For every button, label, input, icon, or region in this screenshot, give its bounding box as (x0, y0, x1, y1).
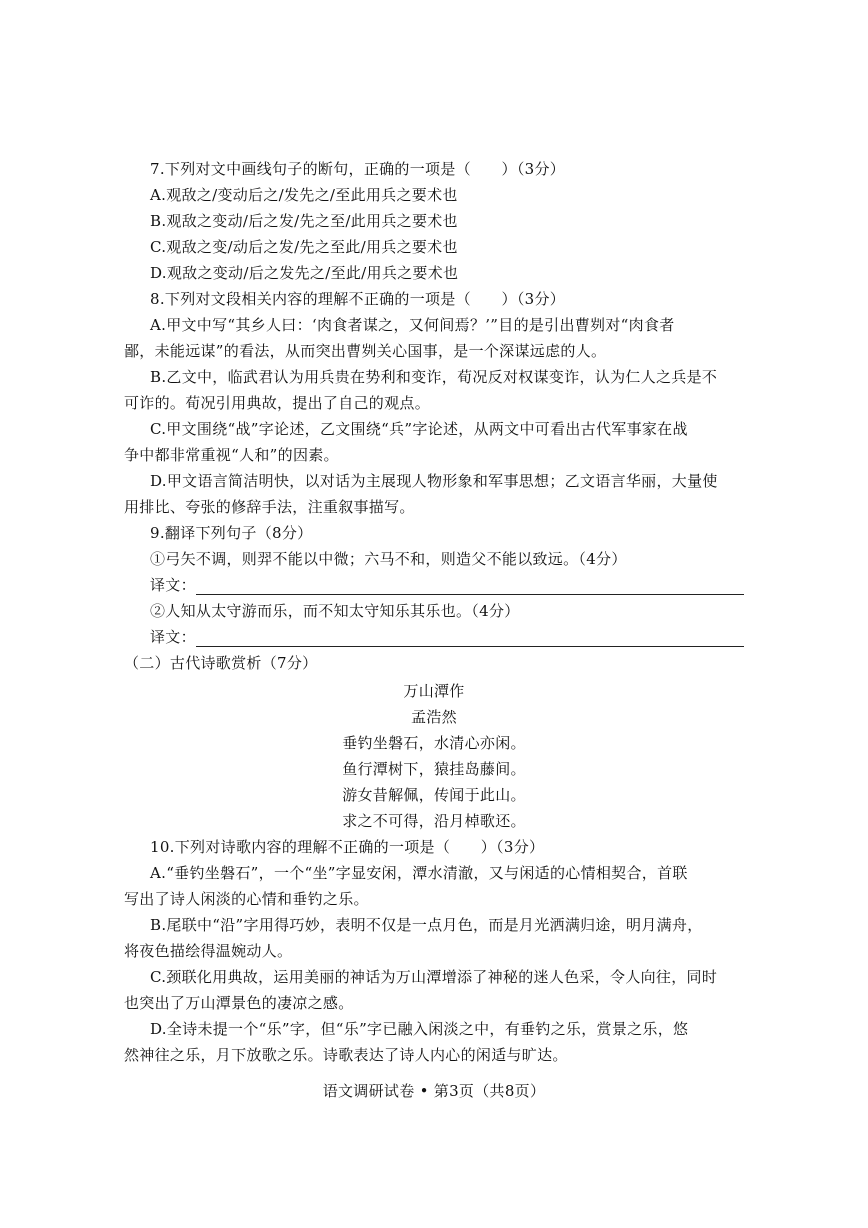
q10-option-d-line2: 然神往之乐，月下放歌之乐。诗歌表达了诗人内心的闲适与旷达。 (124, 1046, 568, 1064)
section-heading: （二）古代诗歌赏析（7分） (124, 654, 318, 672)
q9-stem: 9.翻译下列句子（8分） (150, 524, 313, 542)
q10-option-c-line2: 也突出了万山潭景色的凄凉之感。 (124, 994, 354, 1012)
q8-option-b-line2: 可诈的。荀况引用典故，提出了自己的观点。 (124, 394, 431, 412)
q9-sentence-2: ②人知从太守游而乐，而不知太守知乐其乐也。（4分） (150, 602, 520, 620)
poem-title: 万山潭作 (403, 682, 465, 700)
q8-stem: 8.下列对文段相关内容的理解不正确的一项是（ ）（3分） (150, 290, 566, 308)
q10-option-a-line1: A.“垂钓坐磐石”，一个“坐”字显安闲，潭水清澈，又与闲适的心情相契合，首联 (150, 864, 688, 882)
q10-option-d-line1: D.全诗未提一个“乐”字，但“乐”字已融入闲淡之中，有垂钓之乐，赏景之乐，悠 (150, 1020, 689, 1038)
q8-option-d-line1: D.甲文语言简洁明快，以对话为主展现人物形象和军事思想；乙文语言华丽，大量使 (150, 472, 718, 490)
poem-line-4: 求之不可得，沿月棹歌还。 (342, 812, 526, 830)
q8-option-b-line1: B.乙文中，临武君认为用兵贵在势利和变诈，荀况反对权谋变诈，认为仁人之兵是不 (150, 368, 718, 386)
q10-option-b-line1: B.尾联中“沿”字用得巧妙，表明不仅是一点月色，而是月光洒满归途，明月满舟， (150, 916, 703, 934)
poem-line-1: 垂钓坐磐石，水清心亦闲。 (342, 734, 526, 752)
q7-option-b: B.观敌之变动/后之发/先之至/此用兵之要术也 (150, 212, 458, 230)
q7-option-c: C.观敌之变/动后之发/先之至此/用兵之要术也 (150, 238, 458, 256)
poem-author: 孟浩然 (411, 708, 457, 726)
q7-option-a: A.观敌之/变动后之/发先之/至此用兵之要术也 (150, 186, 458, 204)
q10-option-c-line1: C.颈联化用典故，运用美丽的神话为万山潭增添了神秘的迷人色采，令人向往，同时 (150, 968, 718, 986)
q10-option-a-line2: 写出了诗人闲淡的心情和垂钓之乐。 (124, 890, 369, 908)
q9-sentence-1: ①弓矢不调，则羿不能以中微；六马不和，则造父不能以致远。（4分） (150, 550, 627, 568)
q9-answer-line-1[interactable] (196, 594, 744, 595)
q10-stem: 10.下列对诗歌内容的理解不正确的一项是（ ）（3分） (150, 838, 545, 856)
q9-answer-label-2: 译文： (150, 628, 196, 646)
poem-line-3: 游女昔解佩，传闻于此山。 (342, 786, 526, 804)
q8-option-d-line2: 用排比、夸张的修辞手法，注重叙事描写。 (124, 498, 415, 516)
q9-answer-line-2[interactable] (196, 646, 744, 647)
q8-option-c-line1: C.甲文围绕“战”字论述，乙文围绕“兵”字论述，从两文中可看出古代军事家在战 (150, 420, 688, 438)
q8-option-c-line2: 争中都非常重视“人和”的因素。 (124, 446, 339, 464)
page-footer: 语文调研试卷 • 第3页（共8页） (322, 1082, 546, 1100)
q10-option-b-line2: 将夜色描绘得温婉动人。 (124, 942, 293, 960)
q8-option-a-line1: A.甲文中写“其乡人曰：‘肉食者谋之，又何间焉？’”目的是引出曹刿对“肉食者 (150, 316, 675, 334)
q8-option-a-line2: 鄙，未能远谋”的看法，从而突出曹刿关心国事，是一个深谋远虑的人。 (124, 342, 607, 360)
q7-stem: 7.下列对文中画线句子的断句，正确的一项是（ ）（3分） (150, 160, 566, 178)
q7-option-d: D.观敌之变动/后之发先之/至此/用兵之要术也 (150, 264, 459, 282)
poem-line-2: 鱼行潭树下，猿挂岛藤间。 (342, 760, 526, 778)
q9-answer-label-1: 译文： (150, 576, 196, 594)
